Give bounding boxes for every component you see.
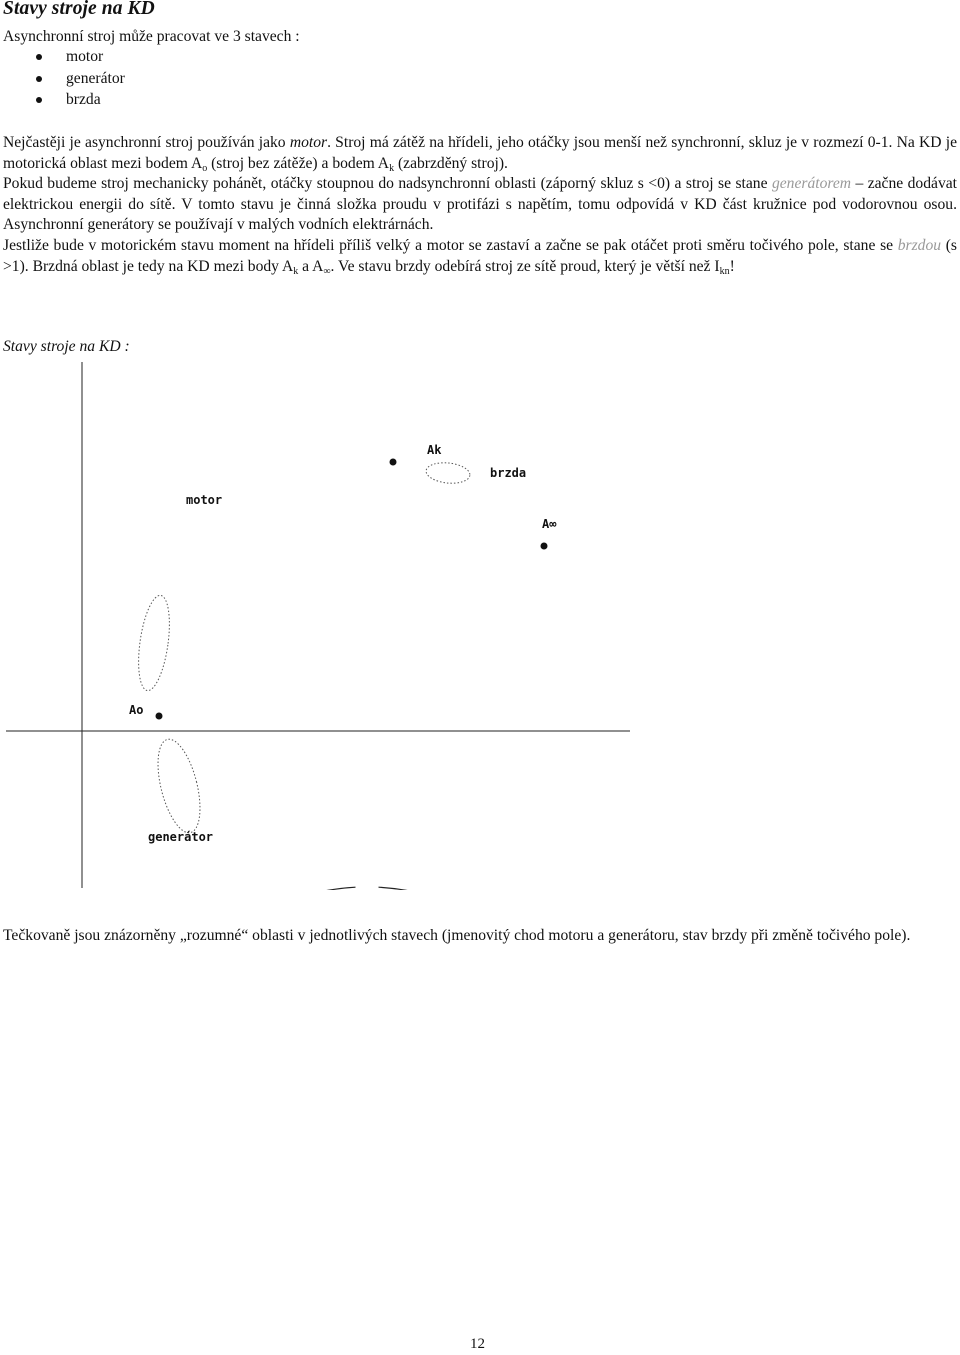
label-brzda: brzda <box>490 466 527 480</box>
body-text <box>3 133 957 277</box>
list-item: generátor <box>3 69 125 91</box>
circle-diagram <box>6 360 630 890</box>
page-number: 12 <box>470 1336 485 1352</box>
point-ak <box>390 459 397 466</box>
label-ainf: A∞ <box>542 517 557 531</box>
intro-text: Asynchronní stroj může pracovat ve 3 stavech : <box>3 28 300 45</box>
list-item: motor <box>3 47 125 69</box>
label-motor: motor <box>186 493 223 507</box>
paragraph-generator: Pokud budeme stroj mechanicky pohánět, otáčky stoupnou do nadsynchronní oblasti (záporný skluz s <0) a stroj se stane generátorem – začne dodávat elektrickou energii do sítě. V tomto stavu je činná složka proudu v protifázi s napětím, tomu odpovídá v KD část kružnice pod vodorovnou osou. Asynchronní generátory se používají v malých vodních elektrárnách. <box>3 175 957 234</box>
label-ao: Ao <box>129 703 144 717</box>
circle-arc <box>146 887 588 890</box>
list-item: brzda <box>3 90 125 112</box>
page-title: Stavy stroje na KD <box>3 0 155 19</box>
motor-region <box>133 594 174 693</box>
paragraph-brake: Jestliže bude v motorickém stavu moment na hřídeli příliš velký a motor se zastaví a začne se pak otáčet proti směru točivého pole, stane se brzdou (s >1). Brzdná oblast je tedy na KD mezi body $A_k$ a $A_\infty$. Ve stavu brzdy odebírá stroj ze sítě proud, který je větší než $I_{kn}$! <box>3 236 957 277</box>
paragraph-motor: Nejčastěji je asynchronní stroj používán jako motor. Stroj má zátěž na hřídeli, jeho otáčky jsou menší než synchronní, skluz je v rozmezí 0-1. Na KD je motorická oblast mezi bodem $A_o$ (stroj bez zátěže) a bodem $A_k$ (zabrzděný stroj). <box>3 134 957 174</box>
generator-region <box>150 735 208 837</box>
point-ao <box>156 713 163 720</box>
point-ainf <box>541 543 548 550</box>
diagram-caption: Stavy stroje na KD : <box>3 338 130 355</box>
modes-list <box>3 47 125 112</box>
closing-paragraph: Tečkovaně jsou znázorněny „rozumné“ oblasti v jednotlivých stavech (jmenovitý chod motoru a generátoru, stav brzdy při změně točivého pole). <box>3 926 911 944</box>
label-generator: generátor <box>148 830 214 844</box>
brake-region <box>425 461 471 485</box>
label-ak: Ak <box>427 443 442 457</box>
